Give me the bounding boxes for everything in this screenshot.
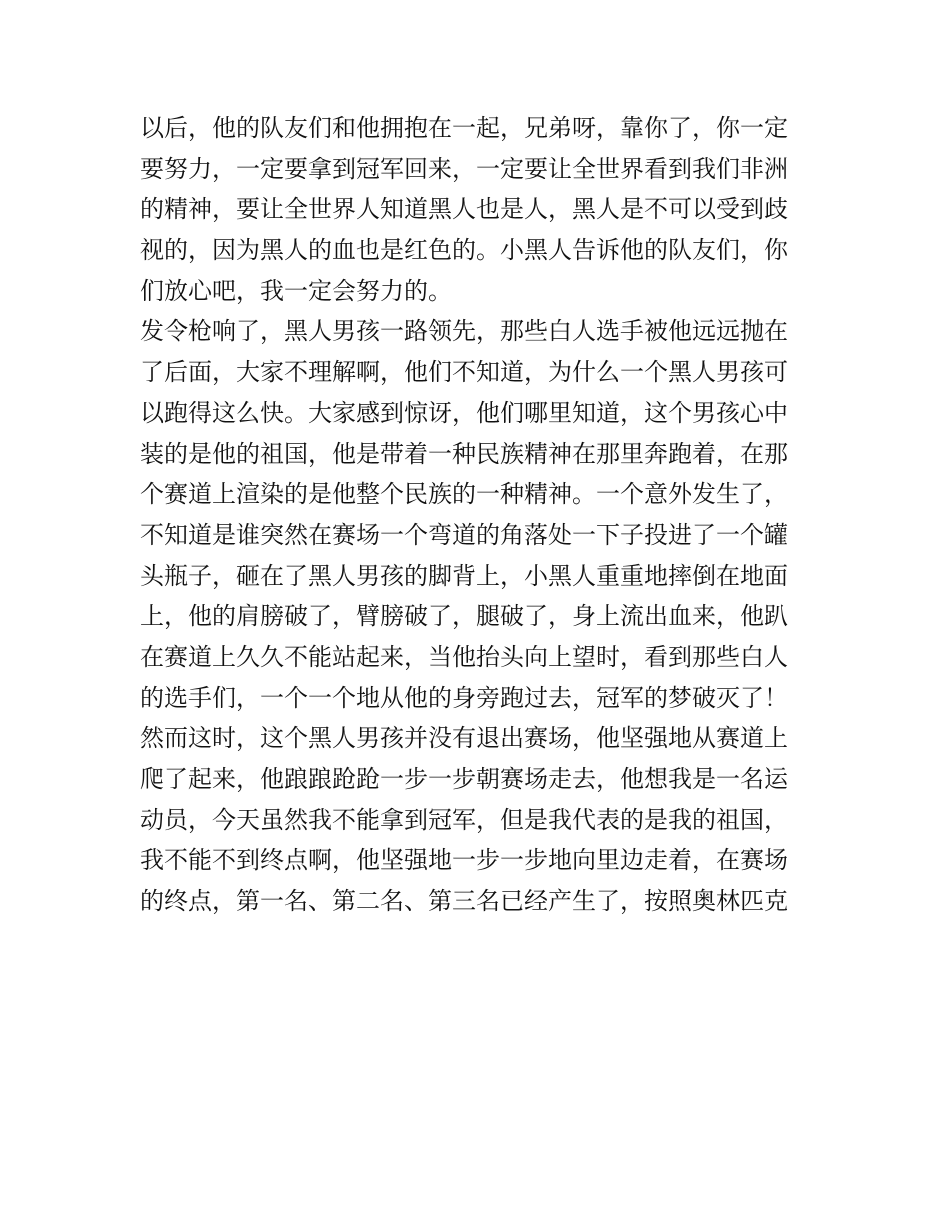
body-text bbox=[140, 108, 812, 922]
text-line: 要努力，一定要拿到冠军回来，一定要让全世界看到我们非洲 bbox=[140, 154, 788, 183]
text-line: 的终点，第一名、第二名、第三名已经产生了，按照奥林匹克 bbox=[140, 887, 788, 916]
text-line: 装的是他的祖国，他是带着一种民族精神在那里奔跑着，在那 bbox=[140, 439, 788, 468]
text-line: 以后，他的队友们和他拥抱在一起，兄弟呀，靠你了，你一定 bbox=[140, 114, 788, 142]
text-line: 个赛道上渲染的是他整个民族的一种精神。一个意外发生了， bbox=[140, 480, 788, 509]
text-line: 发令枪响了，黑人男孩一路领先，那些白人选手被他远远抛在 bbox=[140, 317, 788, 346]
text-line: 我不能不到终点啊，他坚强地一步一步地向里边走着，在赛场 bbox=[140, 846, 788, 875]
text-line: 了后面，大家不理解啊，他们不知道，为什么一个黑人男孩可 bbox=[140, 358, 788, 387]
text-line: 的精神，要让全世界人知道黑人也是人，黑人是不可以受到歧 bbox=[140, 195, 788, 224]
text-line: 视的，因为黑人的血也是红色的。小黑人告诉他的队友们，你 bbox=[140, 236, 788, 265]
text-line: 们放心吧，我一定会努力的。 bbox=[140, 276, 452, 305]
text-line: 以跑得这么快。大家感到惊讶，他们哪里知道，这个男孩心中 bbox=[140, 398, 788, 427]
text-line: 在赛道上久久不能站起来，当他抬头向上望时，看到那些白人 bbox=[140, 642, 788, 671]
text-line: 上，他的肩膀破了，臂膀破了，腿破了，身上流出血来，他趴 bbox=[140, 602, 788, 631]
text-line: 爬了起来，他踉踉跄跄一步一步朝赛场走去，他想我是一名运 bbox=[140, 765, 788, 793]
text-line: 头瓶子，砸在了黑人男孩的脚背上，小黑人重重地摔倒在地面 bbox=[140, 561, 788, 590]
text-line: 的选手们，一个一个地从他的身旁跑过去，冠军的梦破灭了！ bbox=[140, 683, 788, 712]
text-line: 不知道是谁突然在赛场一个弯道的角落处一下子投进了一个罐 bbox=[140, 520, 788, 549]
text-line: 动员，今天虽然我不能拿到冠军，但是我代表的是我的祖国， bbox=[140, 805, 788, 834]
text-line: 然而这时，这个黑人男孩并没有退出赛场，他坚强地从赛道上 bbox=[140, 724, 788, 753]
